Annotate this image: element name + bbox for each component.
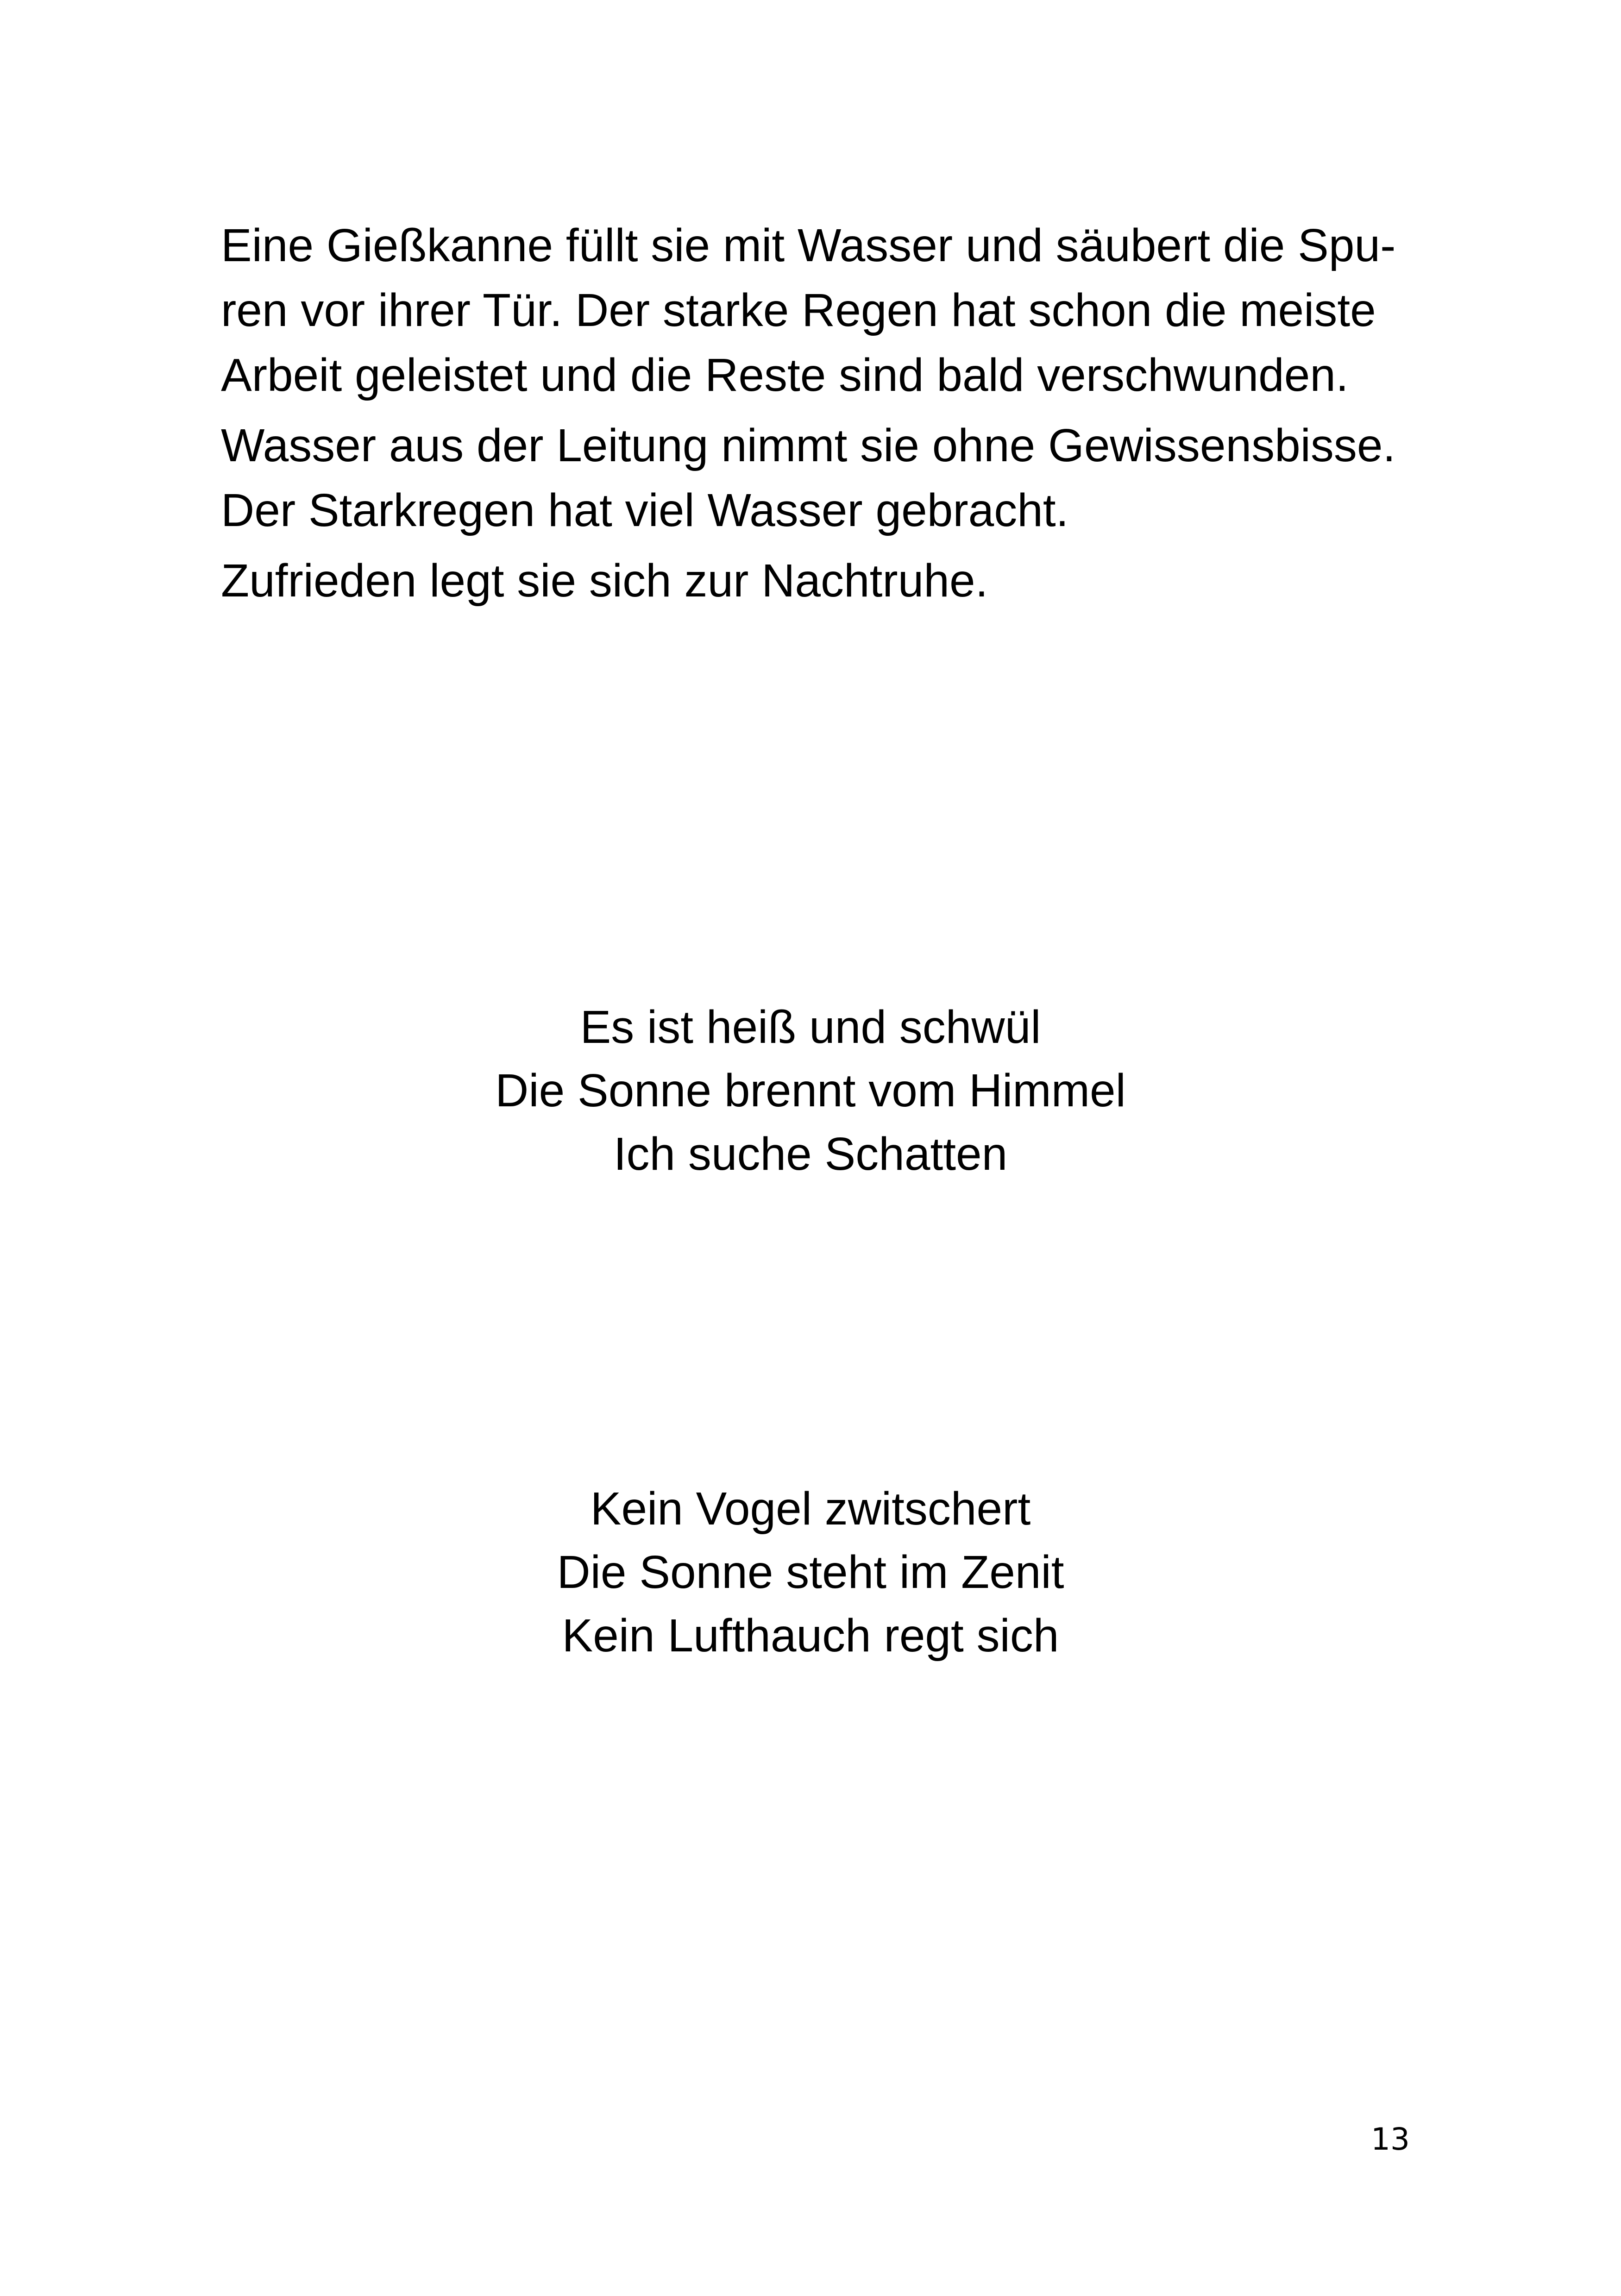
paragraph: Zufrieden legt sie sich zur Nachtruhe. [221,555,988,607]
poem-line: Kein Lufthauch regt sich [562,1610,1059,1662]
poem-line: Die Sonne brennt vom Himmel [495,1065,1126,1117]
page-number: 13 [1371,2121,1410,2157]
poem-line: Kein Vogel zwitschert [590,1483,1031,1535]
paragraph: Wasser aus der Leitung nimmt sie ohne Gewissensbisse. Der Starkregen hat viel Wasser gebracht. [221,420,1396,536]
poem-line: Die Sonne steht im Zenit [557,1546,1064,1598]
paragraph: Eine Gießkanne füllt sie mit Wasser und säubert die Spu- ren vor ihrer Tür. Der starke Regen hat schon die meiste Arbeit geleistet und die Reste sind bald verschwunden. [221,220,1396,401]
poem-line: Es ist heiß und schwül [580,1001,1041,1053]
haiku-2 [0,1477,1621,1668]
haiku-1 [0,996,1621,1186]
poem-line: Ich suche Schatten [613,1128,1008,1180]
prose-block [221,213,1416,619]
